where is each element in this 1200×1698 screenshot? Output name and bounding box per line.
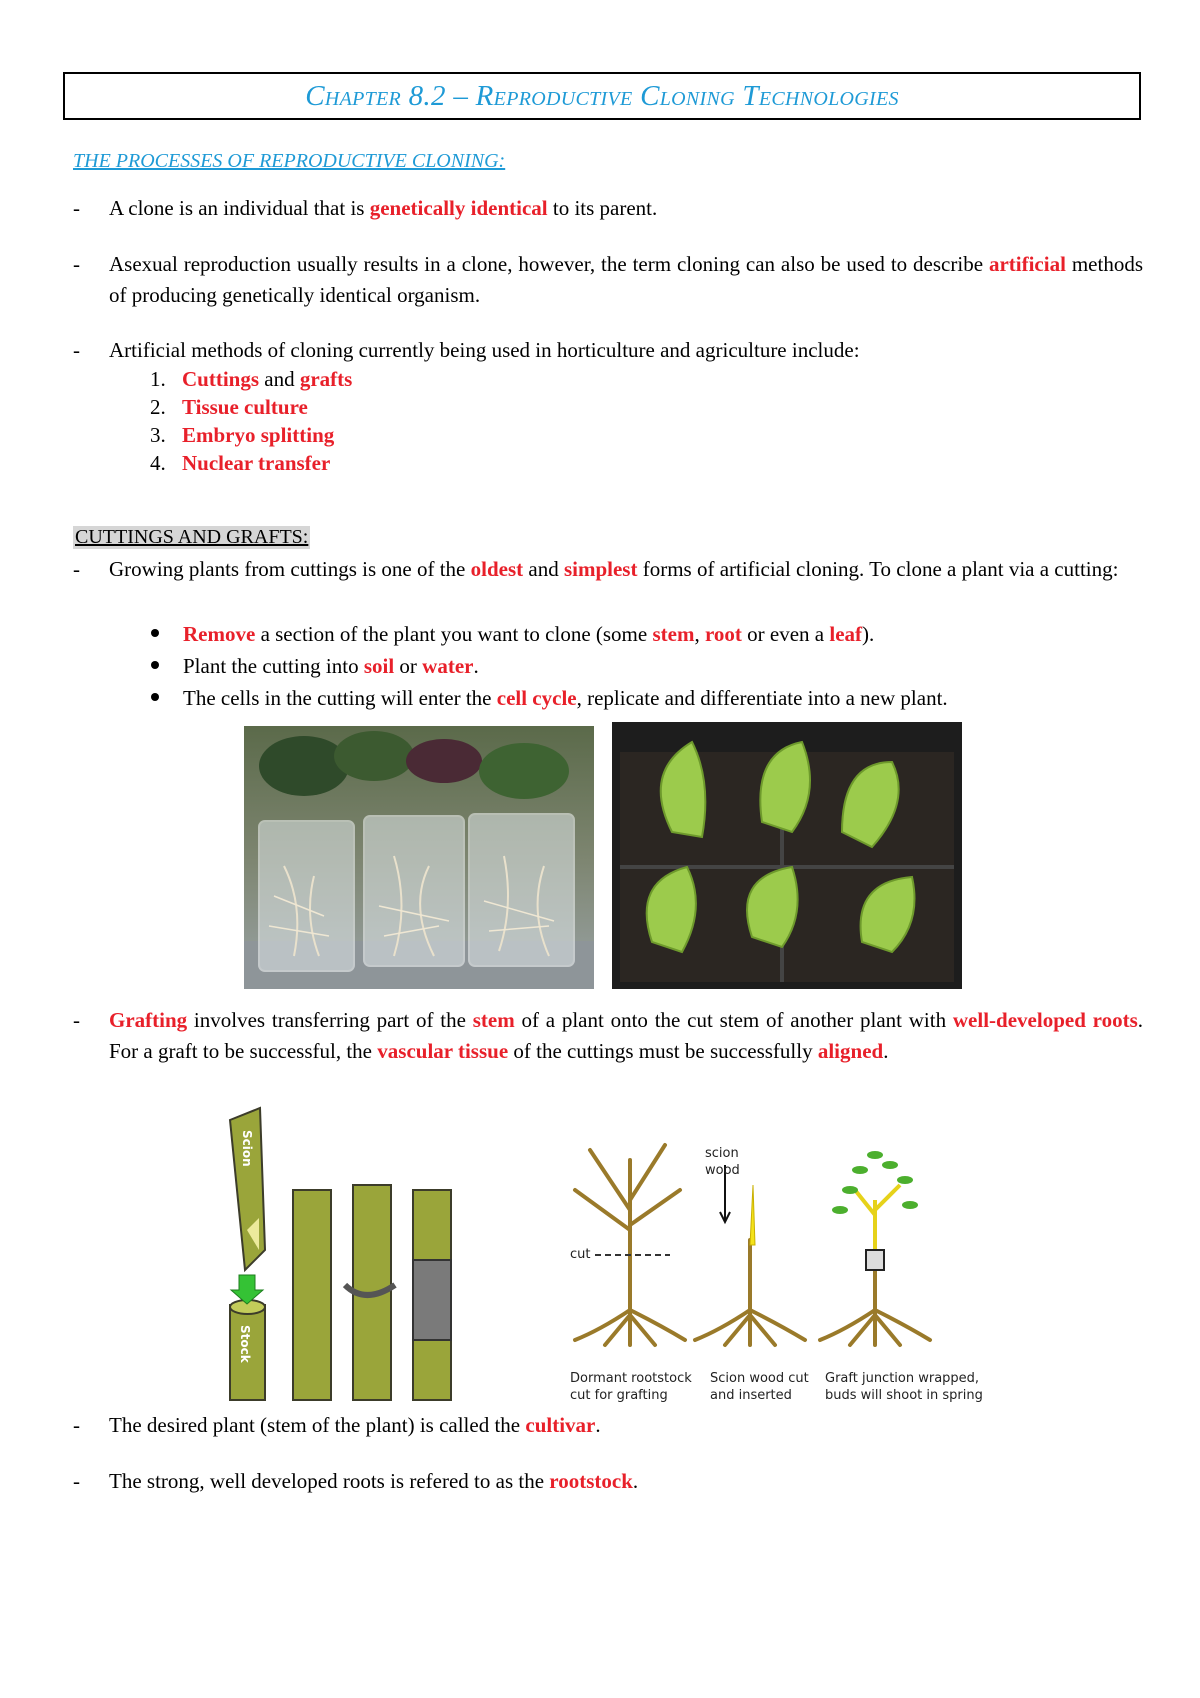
section-heading-cuttings: CUTTINGS AND GRAFTS:: [75, 526, 309, 548]
bullet-cultivar: - The desired plant (stem of the plant) is called the cultivar.: [73, 1413, 601, 1437]
scion-label: Scion: [240, 1130, 254, 1167]
cuttings-in-water-photo: [244, 726, 594, 989]
list-item: 4. Nuclear transfer: [150, 451, 331, 475]
bullet-cuttings-intro: - Growing plants from cuttings is one of the oldest and simplest forms of artificial cloning. To clone a plant via a cutting:: [73, 557, 1119, 581]
scion-wood-label: scion wood: [705, 1146, 740, 1178]
list-item: The cells in the cutting will enter the cell cycle, replicate and differentiate into a new plant.: [147, 682, 948, 714]
caption-dormant-rootstock: Dormant rootstock cut for grafting: [570, 1371, 692, 1403]
cut-label: cut: [570, 1247, 591, 1262]
bullet-asexual: - Asexual reproduction usually results in a clone, however, the term cloning can also be used to describe artificial methods of producing genetically identical organism.: [73, 252, 1143, 307]
title-box: [63, 72, 1141, 120]
list-item: Remove a section of the plant you want to clone (some stem, root or even a leaf).: [147, 618, 948, 650]
caption-graft-wrapped: Graft junction wrapped, buds will shoot in spring: [825, 1371, 983, 1403]
methods-list: [150, 365, 352, 477]
bullet-clone-definition: - A clone is an individual that is genetically identical to its parent.: [73, 196, 658, 220]
list-item: Plant the cutting into soil or water.: [147, 650, 948, 682]
bullet-methods-intro: - Artificial methods of cloning currently being used in horticulture and agriculture include:: [73, 338, 860, 362]
cuttings-in-soil-photo: [612, 722, 962, 989]
section-heading-processes: THE PROCESSES OF REPRODUCTIVE CLONING:: [73, 150, 506, 172]
list-item: 3. Embryo splitting: [150, 423, 335, 447]
list-item: 2. Tissue culture: [150, 395, 308, 419]
page-title: Chapter 8.2 – Reproductive Cloning Technologies: [305, 80, 899, 112]
graft-steps-diagram: [225, 1100, 515, 1410]
cutting-steps: [147, 618, 948, 714]
list-item: 1. Cuttings and grafts: [150, 367, 353, 391]
bullet-grafting: - Grafting involves transferring part of the stem of a plant onto the cut stem of another plant with well-developed roots. For a graft to be successful, the vascular tissue of the cuttings must be successfully aligned.: [73, 1008, 1144, 1063]
stock-label: Stock: [238, 1325, 252, 1363]
caption-scion-inserted: Scion wood cut and inserted: [710, 1371, 809, 1403]
bullet-rootstock: - The strong, well developed roots is refered to as the rootstock.: [73, 1469, 639, 1493]
rootstock-graft-diagram: [560, 1120, 990, 1410]
